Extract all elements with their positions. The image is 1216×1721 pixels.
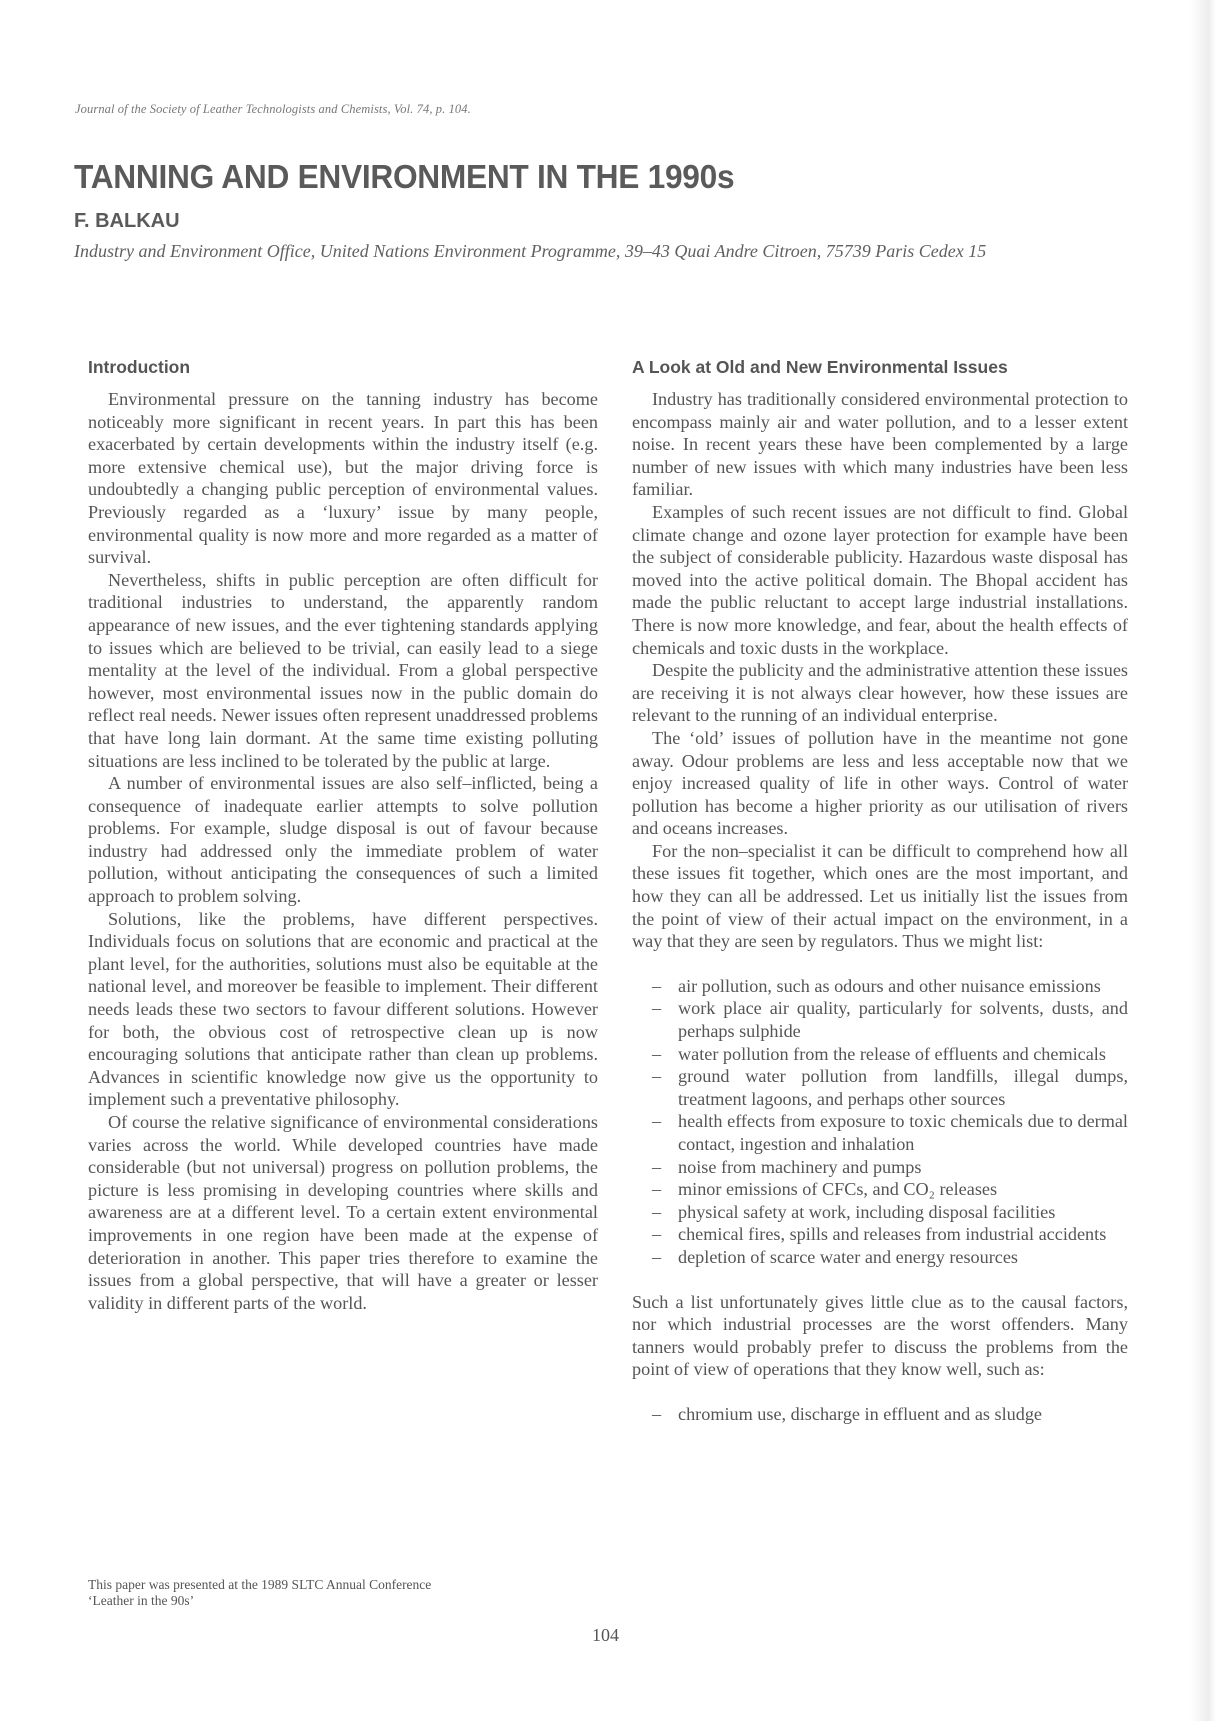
paragraph: Industry has traditionally considered environmental protection to encompass mainly air and water pollution, and to a lesser extent noise. In recent years these have been complemented by a large number of new issues with which many industries have been less familiar. bbox=[632, 389, 1128, 500]
right-column bbox=[632, 357, 1128, 1448]
paragraph: Examples of such recent issues are not difficult to find. Global climate change and ozone layer protection for example have been the subject of considerable publicity. Hazardous waste disposal has moved into the active political domain. The Bhopal accident has made the public reluctant to accept large industrial installations. There is now more knowledge, and fear, about the health effects of chemicals and toxic dusts in the workplace. bbox=[632, 501, 1128, 658]
scan-edge-shadow bbox=[1190, 0, 1216, 1721]
list-item: – chromium use, discharge in effluent and as sludge bbox=[632, 1403, 1128, 1426]
list-item: – physical safety at work, including disposal facilities bbox=[632, 1201, 1128, 1224]
list-item: – health effects from exposure to toxic chemicals due to dermal contact, ingestion and inhalation bbox=[632, 1110, 1128, 1155]
list-item: – chemical fires, spills and releases from industrial accidents bbox=[632, 1223, 1128, 1246]
list-item: – ground water pollution from landfills, illegal dumps, treatment lagoons, and perhaps other sources bbox=[632, 1065, 1128, 1110]
list-item: – noise from machinery and pumps bbox=[632, 1156, 1128, 1179]
paragraph: Despite the publicity and the administrative attention these issues are receiving it is not always clear however, how these issues are relevant to the running of an individual enterprise. bbox=[632, 660, 1128, 726]
paragraph: A number of environmental issues are also self–inflicted, being a consequence of inadequate earlier attempts to solve pollution problems. For example, sludge disposal is out of favour because industry had addressed only the immediate problem of water pollution, without anticipating the consequences of such a limited approach to problem solving. bbox=[88, 773, 598, 907]
paragraph: The ‘old’ issues of pollution have in the meantime not gone away. Odour problems are less and less acceptable now that we enjoy increased quality of life in other ways. Control of water pollution has become a higher priority as our utilisation of rivers and oceans increases. bbox=[632, 727, 1128, 839]
section-heading-issues: A Look at Old and New Environmental Issues bbox=[632, 357, 1008, 377]
list-item: – work place air quality, particularly for solvents, dusts, and perhaps sulphide bbox=[632, 997, 1128, 1042]
journal-citation: Journal of the Society of Leather Technologists and Chemists, Vol. 74, p. 104. bbox=[75, 102, 471, 116]
paragraph: For the non–specialist it can be difficult to comprehend how all these issues fit together, which ones are the most important, and how they can all be addressed. Let us initially list the issues from the point of view of their actual impact on the environment, in a way that they are seen by regulators. Thus we might list: bbox=[632, 840, 1128, 952]
left-column bbox=[88, 357, 598, 1314]
page-number: 104 bbox=[592, 1625, 619, 1645]
paragraph: Of course the relative significance of environmental considerations varies across the world. While developed countries have made considerable (but not universal) progress on pollution problems, the picture is less promising in developing countries where skills and awareness are at a different level. To a certain extent environmental improvements in one region have been made at the expense of deterioration in another. This paper tries therefore to examine the issues from a global perspective, that will have a greater or lesser validity in different parts of the world. bbox=[88, 1112, 598, 1313]
paragraph: Environmental pressure on the tanning industry has become noticeably more significant in recent years. In part this has been exacerbated by certain developments within the industry itself (e.g. more extensive chemical use), but the major driving force is undoubtedly a changing public perception of environmental values. Previously regarded as a ‘luxury’ issue by many people, environmental quality is now more and more regarded as a matter of survival. bbox=[88, 389, 598, 568]
section-heading-introduction: Introduction bbox=[88, 357, 191, 377]
paragraph: Solutions, like the problems, have different perspectives. Individuals focus on solutions that are economic and practical at the plant level, for the authorities, solutions must also be equitable at the national level, and moreover be feasible to implement. Their different needs leads these two sectors to favour different solutions. However for both, the obvious cost of retrospective clean up is now encouraging solutions that anticipate rather than clean up problems. Advances in scientific knowledge now give us the opportunity to implement such a preventative philosophy. bbox=[88, 908, 598, 1110]
footnote bbox=[88, 1577, 588, 1609]
list-item: – air pollution, such as odours and other nuisance emissions bbox=[632, 975, 1128, 998]
paragraph: Nevertheless, shifts in public perception are often difficult for traditional industries to understand, the apparently random appearance of new issues, and the ever tightening standards applying to issues which are believed to be trivial, can easily lead to a siege mentality at the level of the individual. From a global perspective however, most environmental issues now in the public domain do reflect real needs. Newer issues often represent unaddressed problems that have long lain dormant. At the same time existing polluting situations are less inclined to be tolerated by the public at large. bbox=[88, 569, 598, 771]
author-affiliation: Industry and Environment Office, United Nations Environment Programme, 39–43 Quai Andre Citroen, 75739 Paris Cedex 15 bbox=[74, 241, 987, 261]
footnote-line: ‘Leather in the 90s’ bbox=[88, 1593, 195, 1608]
footnote-line: This paper was presented at the 1989 SLTC Annual Conference bbox=[88, 1577, 432, 1592]
article-title: TANNING AND ENVIRONMENT IN THE 1990s bbox=[74, 158, 735, 195]
list-item: – water pollution from the release of effluents and chemicals bbox=[632, 1043, 1128, 1066]
operations-list bbox=[632, 1403, 1128, 1426]
author-name: F. BALKAU bbox=[74, 210, 180, 232]
list-item: – depletion of scarce water and energy resources bbox=[632, 1246, 1128, 1269]
list-item: – minor emissions of CFCs, and CO₂ releases bbox=[632, 1178, 1128, 1201]
environmental-issues-list bbox=[632, 975, 1128, 1269]
paragraph: Such a list unfortunately gives little clue as to the causal factors, nor which industrial processes are the worst offenders. Many tanners would probably prefer to discuss the problems from the point of view of operations that they know well, such as: bbox=[632, 1291, 1128, 1380]
